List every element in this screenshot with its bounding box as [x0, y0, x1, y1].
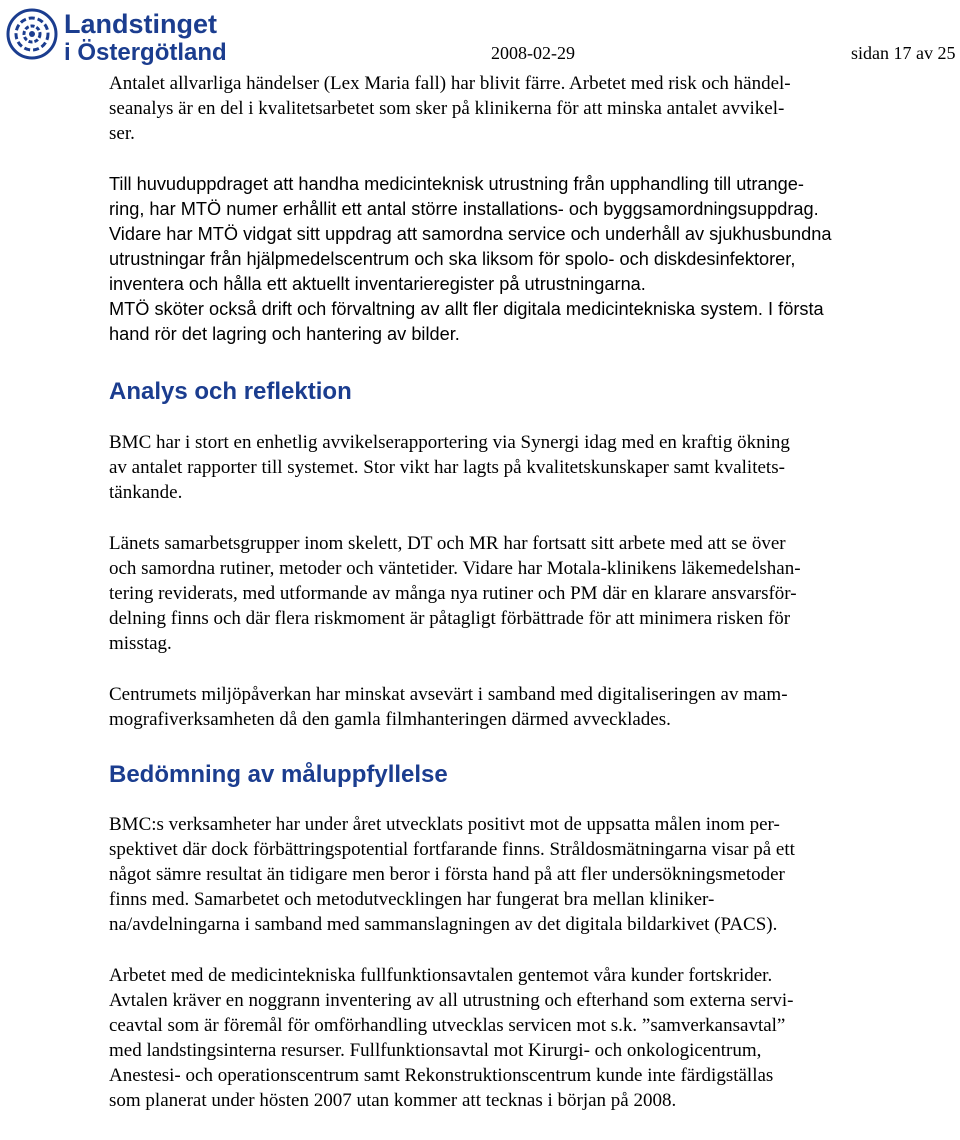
text-line: som planerat under hösten 2007 utan kommer att tecknas i början på 2008. — [109, 1090, 677, 1111]
text-line: mografiverksamheten då den gamla filmhanteringen därmed avvecklades. — [109, 709, 671, 730]
text-line: och samordna rutiner, metoder och väntetider. Vidare har Motala-klinikens läkemedelshan- — [109, 558, 801, 579]
text-line: BMC:s verksamheter har under året utvecklats positivt mot de uppsatta målen inom per- — [109, 814, 780, 835]
text-line: tänkande. — [109, 482, 183, 503]
text-line: BMC har i stort en enhetlig avvikelserapportering via Synergi idag med en kraftig ökning — [109, 432, 790, 453]
text-line: Länets samarbetsgrupper inom skelett, DT och MR har fortsatt sitt arbete med att se över — [109, 533, 786, 554]
logo-line1: Landstinget — [64, 9, 217, 39]
text-line: Vidare har MTÖ vidgat sitt uppdrag att samordna service och underhåll av sjukhusbundna — [109, 224, 832, 244]
section-heading: Analys och reflektion — [109, 378, 352, 405]
text-line: Antalet allvarliga händelser (Lex Maria fall) har blivit färre. Arbetet med risk och händel- — [109, 73, 791, 94]
text-line: något sämre resultat än tidigare men beror i första hand på att fler undersökningsmetoder — [109, 864, 785, 885]
paragraph — [109, 963, 924, 1113]
header-page-number: sidan 17 av 25 — [851, 43, 956, 63]
text-line: Anestesi- och operationscentrum samt Rekonstruktionscentrum kunde inte färdigställas — [109, 1065, 774, 1086]
text-line: finns med. Samarbetet och metodutvecklingen har fungerat bra mellan kliniker- — [109, 889, 715, 910]
text-line: spektivet där dock förbättringspotential fortfarande finns. Stråldosmätningarna visar på ett — [109, 839, 795, 860]
landstinget-logo — [6, 6, 256, 66]
text-line: utrustningar från hjälpmedelscentrum och ska liksom för spolo- och diskdesinfektorer, — [109, 249, 796, 269]
paragraph — [109, 430, 924, 505]
paragraph — [109, 172, 924, 347]
landstinget-swirl-logo-icon — [8, 10, 56, 58]
text-line: Avtalen kräver en noggrann inventering av all utrustning och efterhand som externa servi- — [109, 990, 794, 1011]
text-line: med landstingsinterna resurser. Fullfunktionsavtal mot Kirurgi- och onkologicentrum, — [109, 1040, 762, 1061]
text-line: delning finns och där flera riskmoment är påtagligt förbättrade för att minimera risken för — [109, 608, 791, 629]
paragraph — [109, 812, 924, 937]
text-line: ser. — [109, 123, 135, 144]
text-line: ring, har MTÖ numer erhållit ett antal större installations- och byggsamordningsuppdrag. — [109, 199, 819, 219]
text-line: ceavtal som är föremål för omförhandling utvecklas servicen mot s.k. ”samverkansavtal” — [109, 1015, 786, 1036]
text-line: misstag. — [109, 633, 172, 654]
text-line: seanalys är en del i kvalitetsarbetet som sker på klinikerna för att minska antalet avvikel- — [109, 98, 785, 119]
text-line: Till huvuduppdraget att handha medicinteknisk utrustning från upphandling till utrange- — [109, 174, 804, 194]
paragraph — [109, 682, 924, 732]
logo-line2: i Östergötland — [64, 39, 227, 66]
paragraph — [109, 71, 924, 146]
text-line: na/avdelningarna i samband med sammanslagningen av det digitala bildarkivet (PACS). — [109, 914, 778, 935]
text-line: av antalet rapporter till systemet. Stor vikt har lagts på kvalitetskunskaper samt kvalitets- — [109, 457, 785, 478]
text-line: inventera och hålla ett aktuellt inventarieregister på utrustningarna. — [109, 274, 646, 294]
header-date: 2008-02-29 — [491, 43, 575, 63]
text-line: tering reviderats, med utformande av många nya rutiner och PM där en klarare ansvarsför- — [109, 583, 797, 604]
text-line: Arbetet med de medicintekniska fullfunktionsavtalen gentemot våra kunder fortskrider. — [109, 965, 773, 986]
text-line: Centrumets miljöpåverkan har minskat avsevärt i samband med digitaliseringen av mam- — [109, 684, 788, 705]
section-heading: Bedömning av måluppfyllelse — [109, 761, 448, 788]
document-body — [109, 71, 924, 1113]
paragraph — [109, 531, 924, 656]
text-line: MTÖ sköter också drift och förvaltning av allt fler digitala medicintekniska system. I första — [109, 299, 824, 319]
text-line: hand rör det lagring och hantering av bilder. — [109, 324, 460, 344]
